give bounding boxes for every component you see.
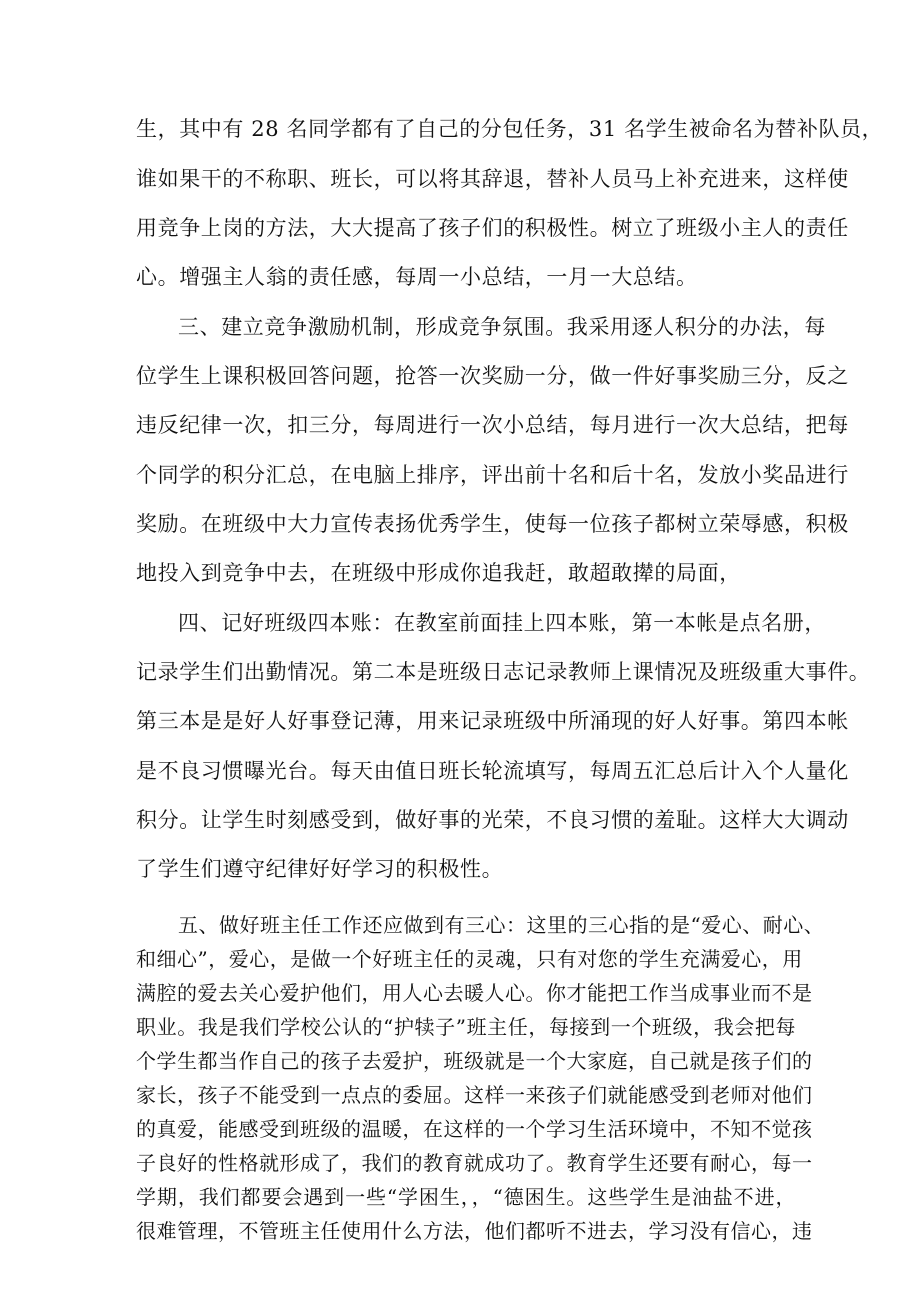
text-line: 职业。我是我们学校公认的“护犊子”班主任，每接到一个班级，我会把每: [136, 1015, 796, 1039]
text-line: 家长，孩子不能受到一点点的委屈。这样一来孩子们就能感受到老师对他们: [136, 1083, 813, 1107]
text-line: 记录学生们出勤情况。第二本是班级日志记录教师上课情况及班级重大事件。: [136, 660, 871, 684]
text-line: 心。增强主人翁的责任感，每周一小总结，一月一大总结。: [136, 265, 698, 289]
text-line: 生，其中有 28 名同学都有了自己的分包任务，31 名学生被命名为替补队员，: [136, 117, 884, 141]
text-line: 的真爱，能感受到班级的温暖，在这样的一个学习生活环境中，不知不觉孩: [136, 1117, 813, 1141]
text-line: 了学生们遵守纪律好好学习的积极性。: [136, 857, 504, 881]
text-line: 和细心”，爱心，是做一个好班主任的灵魂，只有对您的学生充满爱心，用: [136, 947, 803, 971]
text-line: 奖励。在班级中大力宣传表扬优秀学生，使每一位孩子都树立荣辱感，积极: [136, 512, 849, 536]
section-3-heading-line: 三、建立竞争激励机制，形成竞争氛围。我采用逐人积分的办法，每: [178, 315, 826, 339]
text-line: 用竞争上岗的方法，大大提高了孩子们的积极性。树立了班级小主人的责任: [136, 216, 849, 240]
text-line: 积分。让学生时刻感受到，做好事的光荣，不良习惯的羞耻。这样大大调动: [136, 808, 849, 832]
text-line: 谁如果干的不称职、班长，可以将其辞退，替补人员马上补充进来，这样使: [136, 167, 849, 191]
text-line: 满腔的爱去关心爱护他们，用人心去暖人心。你才能把工作当成事业而不是: [136, 981, 813, 1005]
text-line: 学期，我们都要会遇到一些“学困生，，“德困生。这些学生是油盐不进，: [136, 1185, 796, 1209]
text-line: 子良好的性格就形成了，我们的教育就成功了。教育学生还要有耐心，每一: [136, 1151, 813, 1175]
text-line: 位学生上课积极回答问题，抢答一次奖励一分，做一件好事奖励三分，反之: [136, 364, 849, 388]
section-5-heading-line: 五、做好班主任工作还应做到有三心：这里的三心指的是“爱心、耐心、: [178, 913, 825, 937]
text-line: 是不良习惯曝光台。每天由值日班长轮流填写，每周五汇总后计入个人量化: [136, 759, 849, 783]
text-line: 个学生都当作自己的孩子去爱护，班级就是一个大家庭，自己就是孩子们的: [136, 1049, 813, 1073]
text-line: 很难管理，不管班主任使用什么方法，他们都听不进去，学习没有信心，违: [136, 1219, 813, 1243]
text-line: 个同学的积分汇总，在电脑上排序，评出前十名和后十名，发放小奖品进行: [136, 463, 849, 487]
text-line: 违反纪律一次，扣三分，每周进行一次小总结，每月进行一次大总结，把每: [136, 413, 849, 437]
text-line: 第三本是是好人好事登记薄，用来记录班级中所涌现的好人好事。第四本帐: [136, 709, 849, 733]
section-4-heading-line: 四、记好班级四本账：在教室前面挂上四本账，第一本帐是点名册，: [178, 611, 826, 635]
text-line: 地投入到竞争中去，在班级中形成你追我赶，敢超敢撵的局面，: [136, 561, 741, 585]
